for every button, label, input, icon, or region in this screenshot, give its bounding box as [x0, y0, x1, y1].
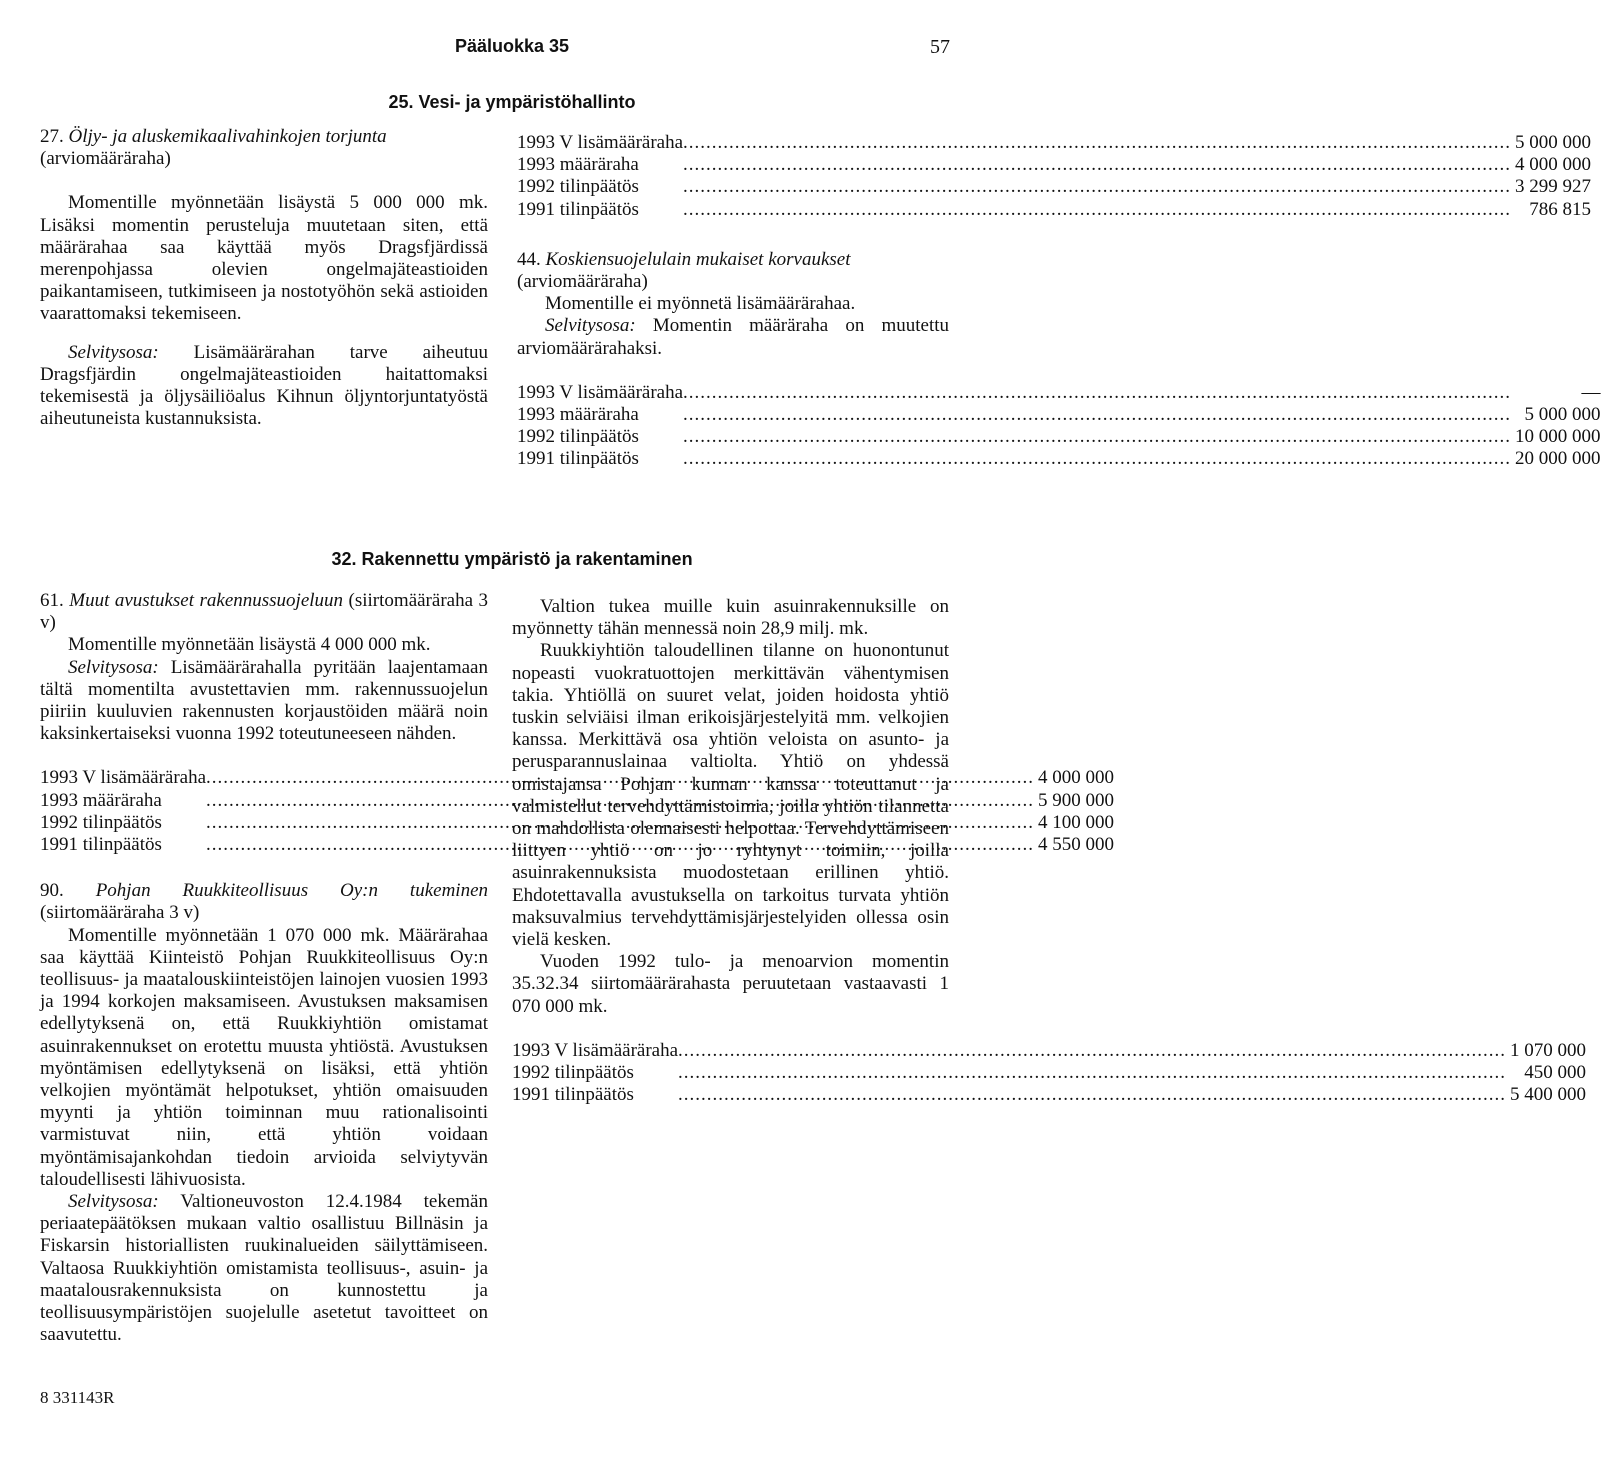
row-value: 4 000 000 [1515, 154, 1592, 176]
table-row [517, 199, 1591, 221]
row-value: 4 550 000 [1038, 834, 1115, 856]
item-90-paragraph-3: Ruukkiyhtiön taloudellinen tilanne on huonontunut nopeasti vuokratuottojen merkittävän vähentymisen takia. Yhtiöllä on suuret velat, joiden hoidosta yhtiö tuskin selviäisi ilman erikoisjärjestelyitä mm. velkojien kanssa. Merkittävä osa yhtiön veloista on asunto- ja perusparannuslainaa valtiolta. Yhtiö on yhdessä omistajansa Pohjan kunnan kanssa toteuttanut ja valmistellut tervehdyttämistoimia, joilla yhtiön tilannetta on mahdollista olennaisesti helpottaa. Tervehdyttämiseen liittyen yhtiö on jo ryhtynyt toimiin, joilla asuinrakennuksista muodostetaan erillinen yhtiö. Ehdotettavalla avustuksella on tarkoitus turvata yhtiön maksuvalmius tervehdyttämisjärjestelyiden ollessa osin vielä kesken. [512, 640, 949, 951]
table-row [517, 404, 1601, 426]
item-27-type: (arviomääräraha) [40, 148, 171, 170]
section-heading-25: 25. Vesi- ja ympäristöhallinto [388, 92, 636, 112]
table-row [517, 154, 1591, 176]
running-header-title: Pääluokka 35 [454, 36, 570, 56]
row-value: 5 900 000 [1038, 789, 1115, 811]
row-label: 1991 tilinpäätös [517, 448, 639, 470]
table-row [517, 448, 1601, 470]
table-row [512, 1084, 1586, 1106]
item-61-title: Muut avustukset rakennussuojeluun [69, 590, 344, 611]
item-90-body: Momentille myönnetään 1 070 000 mk. Määrärahaa saa käyttää Kiinteistö Pohjan Ruukkiteollisuus Oy:n teollisuus- ja maatalouskiinteistöjen lainojen vuosien 1993 ja 1994 korkojen maksamiseen. Avustuksen maksamisen edellytyksenä on, että Ruukkiyhtiön omistamat asuinrakennukset on erotettu muusta yhtiöstä. Avustuksen myöntämisen edellytyksenä on lisäksi, että yhtiön velkojien myöntämät helpotukset, yhtiön omaisuuden myynti ja yhtiön toiminnan muu rationalisointi varmistuvat niin, että yhtiön voidaan myöntämisajankohdan tiedoin arvioida selviytyvän taloudellisesti lähivuosista. [40, 924, 488, 1190]
row-value: 20 000 000 [1515, 448, 1601, 470]
table-row [512, 1040, 1586, 1062]
explanation-label: Selvitysosa: [545, 315, 636, 337]
item-44-body: Momentille ei myönnetä lisämäärärahaa. [545, 293, 856, 315]
dot-leader [683, 382, 1511, 404]
dot-leader [683, 448, 1511, 470]
row-value: 1 070 000 [1510, 1039, 1587, 1061]
item-90-number: 90. [40, 880, 64, 902]
page-number: 57 [930, 36, 950, 58]
row-label: 1993 V lisämääräraha [517, 381, 684, 403]
row-label: 1993 määräraha [40, 789, 162, 811]
dot-leader [683, 154, 1511, 176]
row-label: 1991 tilinpäätös [40, 834, 162, 856]
item-44-title: Koskiensuojelulain mukaiset korvaukset [545, 248, 851, 270]
item-27-appropriation-table [517, 132, 1591, 221]
item-27-title: Öljy- ja aluskemikaalivahinkojen torjunta [68, 126, 387, 147]
item-44-number: 44. [517, 248, 541, 270]
item-61-type: (siirtomääräraha 3 v) [40, 590, 489, 634]
row-value: 5 000 000 [1515, 132, 1592, 153]
row-label: 1991 tilinpäätös [517, 198, 639, 220]
row-value: 3 299 927 [1515, 176, 1592, 198]
item-27-body: Momentille myönnetään lisäystä 5 000 000 mk. Lisäksi momentin perusteluja muutetaan siten, että määrärahaa saa käyttää myös Dragsfjärdissä merenpohjassa olevien ongelmajäteastioiden paikantamiseen, tutkimiseen ja nostotyöhön sekä astioiden vaarattomaksi tekemiseen. [40, 192, 488, 325]
table-row [517, 176, 1591, 198]
table-row [517, 426, 1601, 448]
item-90-appropriation-table [512, 1040, 1586, 1107]
table-row [512, 1062, 1586, 1084]
item-61-explanation: Selvitysosa: Lisämäärärahalla pyritään laajentamaan tältä momentilta avustettavien mm. rakennussuojelun piiriin kuuluvien rakennusten korjaustöiden määrä noin kaksinkertaiseksi vuonna 1992 toteutuneeseen nähden. [40, 656, 488, 745]
row-label: 1993 V lisämääräraha [512, 1039, 679, 1061]
item-44-type: (arviomääräraha) [517, 271, 648, 293]
item-90-type: (siirtomääräraha 3 v) [40, 902, 200, 924]
item-27-44-right-column [517, 132, 1601, 471]
row-label: 1992 tilinpäätös [517, 426, 639, 448]
dot-leader [683, 404, 1511, 426]
item-61-body: Momentille myönnetään lisäystä 4 000 000 mk. [68, 634, 431, 656]
dot-leader [683, 426, 1511, 448]
row-value: 4 100 000 [1038, 811, 1115, 833]
row-value: — [1581, 381, 1601, 403]
item-90-explanation: Selvitysosa: Valtioneuvoston 12.4.1984 tekemän periaatepäätöksen mukaan valtio osallistuu Billnäsin ja Fiskarsin historiallisten ruukinalueiden säilyttämiseen. Valtaosa Ruukkiyhtiön omistamista teollisuus-, asuin- ja maatalousrakennuksista on kunnostettu ja teollisuusympäristöjen suojelulle asetetut tavoitteet on saavutettu. [40, 1191, 488, 1346]
row-label: 1992 tilinpäätös [512, 1062, 634, 1084]
row-value: 786 815 [1529, 198, 1592, 220]
dot-leader [683, 199, 1511, 221]
row-label: 1993 määräraha [517, 154, 639, 176]
row-value: 5 400 000 [1510, 1084, 1587, 1106]
row-value: 450 000 [1524, 1062, 1587, 1084]
explanation-label: Selvitysosa: [68, 656, 159, 678]
row-label: 1993 V lisämääräraha [40, 767, 207, 789]
dot-leader [683, 132, 1511, 154]
item-27-column [40, 126, 488, 430]
item-61-number: 61. [40, 590, 64, 611]
row-value: 5 000 000 [1524, 404, 1601, 426]
row-label: 1992 tilinpäätös [517, 176, 639, 198]
item-90-paragraph-4: Vuoden 1992 tulo- ja menoarvion momentin 35.32.34 siirtomäärärahasta peruutetaan vastaavasti 1 070 000 mk. [512, 951, 949, 1017]
explanation-label: Selvitysosa: [68, 1191, 159, 1213]
dot-leader [683, 176, 1511, 198]
item-90-paragraph-2: Valtion tukea muille kuin asuinrakennuksille on myönnetty tähän mennessä noin 28,9 milj. mk. [512, 596, 949, 640]
row-label: 1993 V lisämääräraha [517, 132, 684, 153]
row-label: 1991 tilinpäätös [512, 1084, 634, 1106]
section-heading-32: 32. Rakennettu ympäristö ja rakentaminen [331, 549, 693, 569]
item-90-title: Pohjan Ruukkiteollisuus Oy:n tukeminen [95, 880, 488, 902]
item-27-number: 27. [40, 126, 64, 147]
print-code: 8 331143R [40, 1388, 115, 1407]
item-44-explanation: Selvitysosa: Momentin määräraha on muutettu arviomäärärahaksi. [517, 315, 949, 359]
table-row [517, 132, 1591, 154]
row-value: 4 000 000 [1038, 767, 1115, 789]
item-27-explanation: Selvitysosa: Lisämäärärahan tarve aiheutuu Dragsfjärdin ongelmajäteastioiden haitattomaksi tekemisestä ja öljysäiliöalus Kihnun öljyntorjuntatyöstä aiheutuneista kustannuksista. [40, 341, 488, 430]
dot-leader [678, 1040, 1506, 1062]
row-label: 1993 määräraha [517, 404, 639, 426]
item-44-appropriation-table [517, 382, 1601, 471]
dot-leader [678, 1084, 1506, 1106]
explanation-label: Selvitysosa: [68, 341, 159, 363]
row-label: 1992 tilinpäätös [40, 811, 162, 833]
dot-leader [678, 1062, 1506, 1084]
table-row [517, 382, 1601, 404]
row-value: 10 000 000 [1515, 426, 1601, 448]
